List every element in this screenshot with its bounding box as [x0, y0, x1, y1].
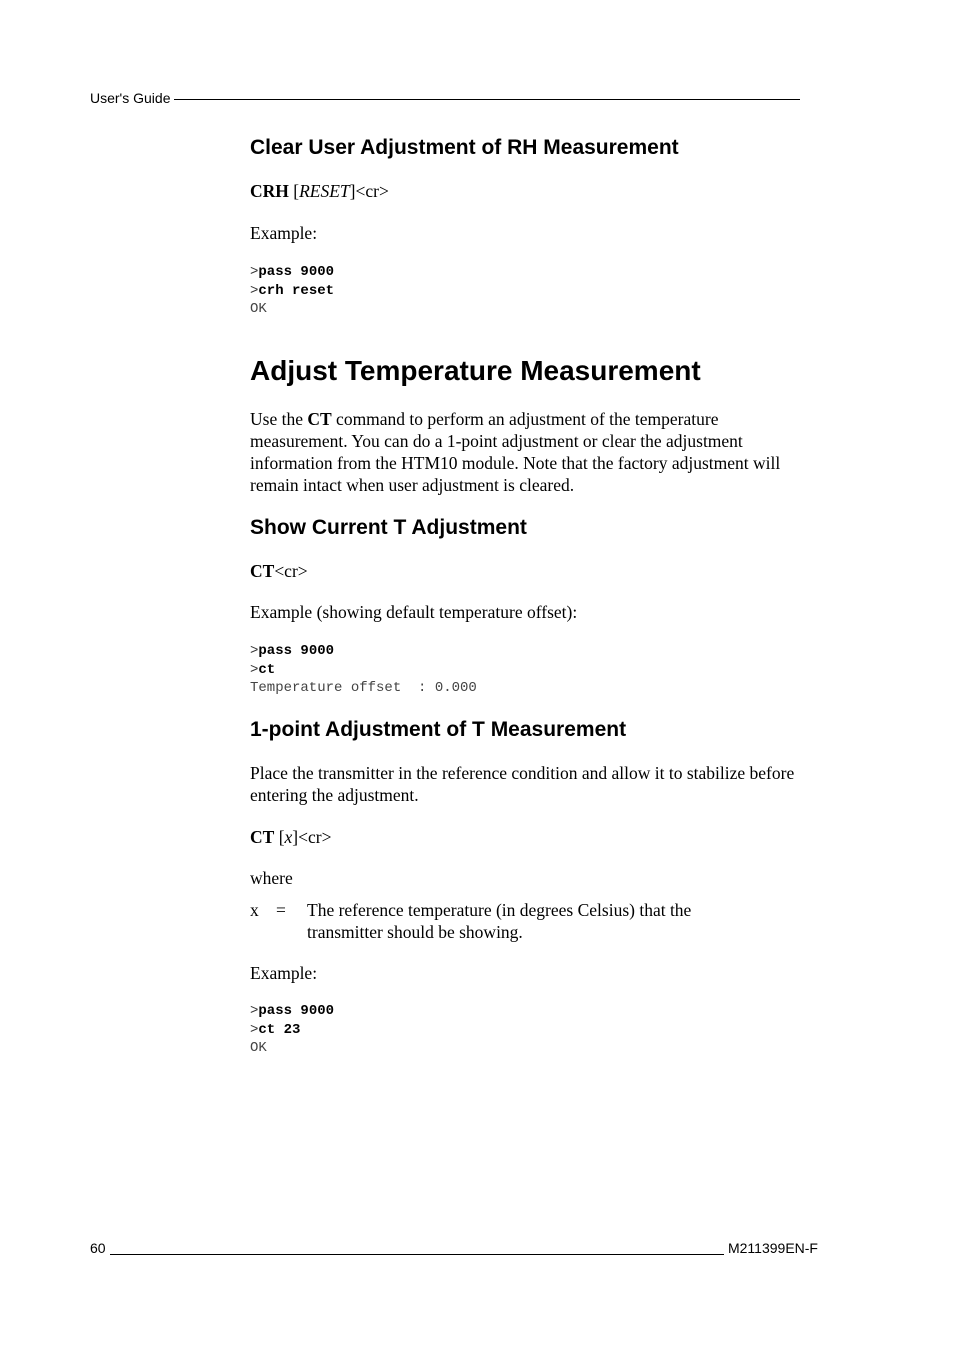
syntax-ct	[250, 560, 810, 582]
code-prompt: >	[250, 1003, 259, 1019]
code-command: pass 9000	[258, 264, 335, 280]
code-example-ct	[250, 642, 477, 698]
syntax-crh-open: [	[288, 181, 300, 201]
syntax-ct-command: CT	[250, 561, 275, 581]
paragraph-post: command to perform an adjustment of the temperature measurement. You can do a 1-point adjustment or clear the adjustment information from the HTM10 module. Note that the factory adjustment will remain intact when user adjustment is cleared.	[250, 409, 781, 495]
section-title-show-t: Show Current T Adjustment	[250, 516, 527, 539]
code-prompt: >	[250, 264, 259, 280]
code-command: pass 9000	[258, 643, 335, 659]
example-label-ct: Example (showing default temperature offset):	[250, 602, 578, 622]
page-header	[90, 90, 800, 106]
syntax-ct-x-command: CT	[250, 827, 275, 847]
code-output: OK	[250, 1040, 267, 1056]
parameter-term: x	[250, 900, 259, 920]
footer-rule	[110, 1253, 724, 1255]
section-title-clear-rh: Clear User Adjustment of RH Measurement	[250, 136, 679, 159]
example-label-crh: Example:	[250, 223, 318, 243]
parameter-description: The reference temperature (in degrees Celsius) that the transmitter should be showing.	[307, 900, 692, 942]
syntax-crh-command: CRH	[250, 181, 289, 201]
code-output: OK	[250, 301, 267, 317]
syntax-ct-x-open: [	[274, 827, 285, 847]
code-example-crh	[250, 263, 334, 319]
paragraph-pre: Use the	[250, 409, 308, 429]
page-number: 60	[90, 1240, 106, 1256]
syntax-ct-x-arg: x	[284, 827, 293, 847]
example-label-ct-x: Example:	[250, 963, 318, 983]
parameter-equals: =	[276, 900, 286, 920]
code-prompt: >	[250, 661, 259, 678]
code-output: Temperature offset : 0.000	[250, 680, 477, 696]
code-command: crh reset	[258, 282, 335, 299]
paragraph-adjust-temperature	[250, 408, 810, 496]
syntax-crh-arg: RESET	[299, 181, 350, 201]
syntax-ct-x-close: ]<cr>	[292, 827, 332, 847]
code-command: ct 23	[258, 1021, 301, 1038]
syntax-ct-x	[250, 826, 810, 848]
header-rule	[174, 99, 800, 100]
paragraph-command: CT	[307, 409, 332, 429]
code-command: ct	[258, 661, 276, 678]
header-text: User's Guide	[90, 90, 171, 106]
page-footer	[90, 1240, 818, 1256]
chapter-title-adjust-temperature: Adjust Temperature Measurement	[250, 355, 701, 386]
code-command: pass 9000	[258, 1003, 335, 1019]
syntax-ct-rest: <cr>	[274, 561, 308, 581]
document-code: M211399EN-F	[727, 1240, 818, 1256]
syntax-crh-close: ]<cr>	[349, 181, 389, 201]
code-example-ct-x	[250, 1002, 334, 1058]
where-label: where	[250, 868, 293, 888]
section-title-one-point: 1-point Adjustment of T Measurement	[250, 718, 627, 741]
paragraph-one-point: Place the transmitter in the reference condition and allow it to stabilize before entering the adjustment.	[250, 763, 795, 805]
code-prompt: >	[250, 282, 259, 299]
syntax-crh	[250, 180, 810, 202]
code-prompt: >	[250, 1021, 259, 1038]
code-prompt: >	[250, 643, 259, 659]
